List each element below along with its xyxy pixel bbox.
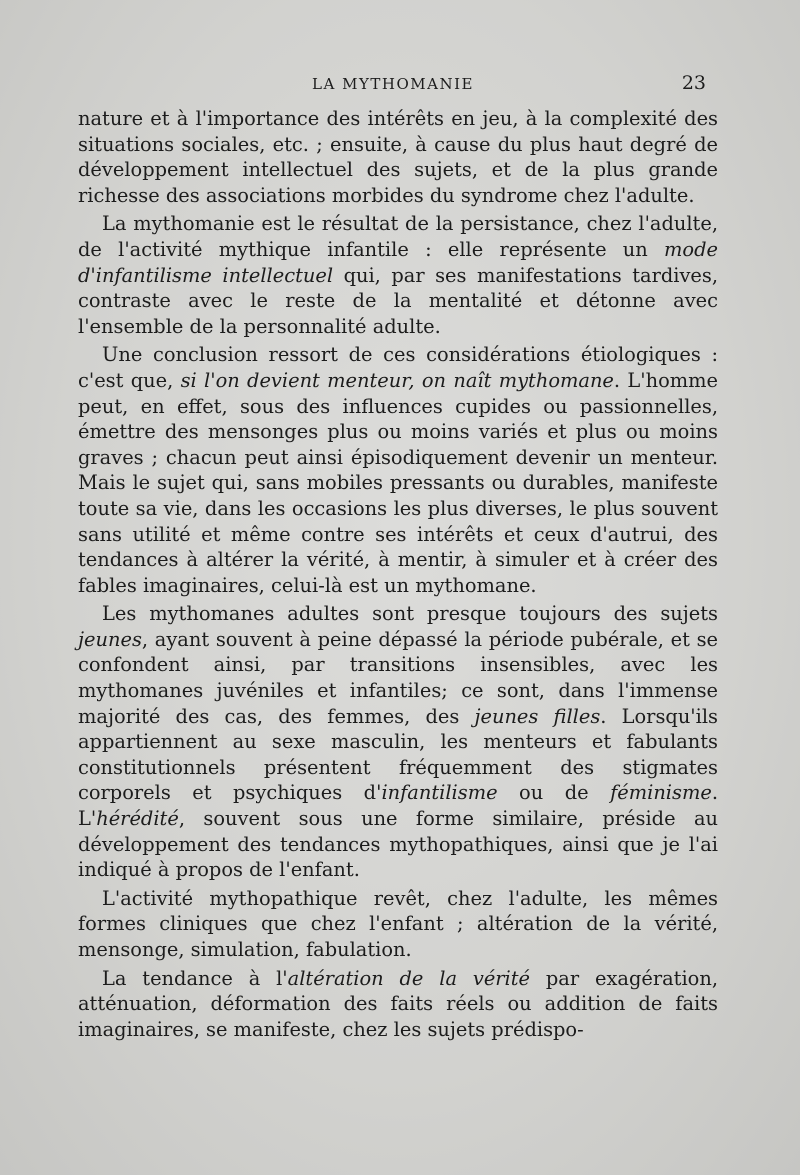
text-segment: . L'homme peut, en effet, sous des influences cupides ou passionnelles, émettre des mensonges plus ou moins variés et plus ou moins graves ; chacun peut ainsi épisodiquement devenir un menteur. Mais le sujet qui, sans mobiles pressants ou durables, manifeste toute sa vie, dans les occasions les plus diverses, le plus souvent sans utilité et même contre ses intérêts et ceux d'autrui, des tendances à altérer la vérité, à mentir, à simuler et à créer des fables imaginaires, celui-là est un mythomane.	[78, 368, 718, 597]
italic-text: si l'on devient menteur, on naît mythomane	[180, 368, 614, 392]
running-title: LA MYTHOMANIE	[312, 75, 474, 93]
text-segment: La tendance à l'	[102, 966, 288, 990]
italic-text: jeunes filles	[474, 704, 601, 728]
text-segment: , ayant souvent à peine dépassé la période pubérale, et se confondent ainsi, par transitions insensibles, avec les mythomanes juvéniles et infantiles; ce sont, dans l'immense majorité des cas, des femmes, des	[78, 627, 718, 728]
italic-text: jeunes	[78, 627, 142, 651]
text-segment: ou de	[497, 781, 611, 805]
text-segment: Les mythomanes adultes sont presque toujours des sujets	[102, 602, 718, 626]
text-segment: . L'	[78, 781, 718, 831]
paragraph	[78, 106, 718, 208]
italic-text: féminisme	[610, 781, 712, 805]
text-segment: . Lorsqu'ils appartiennent au sexe masculin, les menteurs et fabulants constitutionnels présentent fréquemment des stigmates corporels et psychiques d'	[78, 704, 718, 805]
italic-text: altération de la vérité	[287, 966, 531, 990]
italic-text: infantilisme	[381, 781, 498, 805]
paragraph	[78, 601, 718, 883]
paragraph	[78, 211, 718, 339]
body-text	[78, 106, 718, 1042]
text-segment: Une conclusion ressort de ces considérations étiologiques : c'est que,	[78, 343, 718, 392]
page-number: 23	[681, 72, 706, 94]
text-segment: L'activité mythopathique revêt, chez l'adulte, les mêmes formes cliniques que chez l'enfant ; altération de la vérité, mensonge, simulation, fabulation.	[78, 886, 718, 961]
text-segment: La mythomanie est le résultat de la persistance, chez l'adulte, de l'activité mythique infantile : elle représente un	[78, 212, 718, 261]
text-segment: qui, par ses manifestations tardives, contraste avec le reste de la mentalité et détonne avec l'ensemble de la personnalité adulte.	[78, 263, 719, 338]
text-segment: nature et à l'importance des intérêts en jeu, à la complexité des situations sociales, etc. ; ensuite, à cause du plus haut degré de développement intellectuel des sujets, et de la plus grande richesse des associations morbides du syndrome chez l'adulte.	[78, 107, 718, 207]
paragraph	[78, 342, 718, 598]
italic-text: hérédité	[96, 807, 179, 831]
paragraph	[78, 966, 718, 1043]
italic-text: mode d'infantilisme intellectuel	[78, 237, 718, 287]
paragraph	[78, 886, 718, 963]
text-segment: par exagération, atténuation, déformation des faits réels ou addition de faits imaginaires, se manifeste, chez les sujets prédispo-	[78, 966, 718, 1041]
running-head	[78, 72, 708, 96]
text-segment: , souvent sous une forme similaire, préside au développement des tendances mythopathiques, ainsi que je l'ai indiqué à propos de l'enfant.	[78, 807, 718, 882]
